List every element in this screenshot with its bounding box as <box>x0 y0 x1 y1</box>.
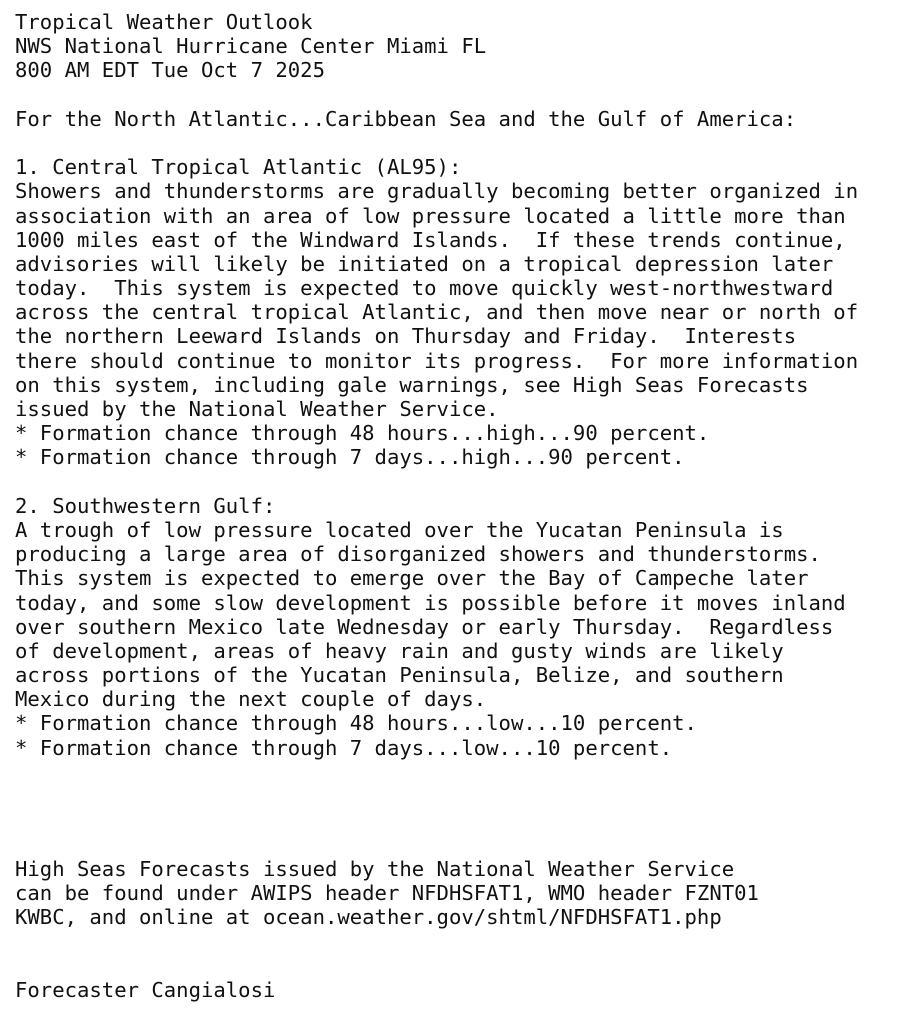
body-line: there should continue to monitor its progress. For more information <box>15 348 859 373</box>
body-line: of development, areas of heavy rain and gusty winds are likely <box>15 638 784 663</box>
body-line: over southern Mexico late Wednesday or early Thursday. Regardless <box>15 614 834 639</box>
body-line: issued by the National Weather Service. <box>15 397 499 421</box>
system-heading: 2. Southwestern Gulf: <box>15 493 276 518</box>
body-line: producing a large area of disorganized showers and thunderstorms. <box>15 542 821 567</box>
spacer <box>15 83 910 107</box>
high-seas-note <box>15 857 910 930</box>
body-line: across portions of the Yucatan Peninsula, Belize, and southern <box>15 663 784 688</box>
document-title: Tropical Weather Outlook <box>15 10 313 34</box>
body-line: A trough of low pressure located over the Yucatan Peninsula is <box>15 517 784 542</box>
high-seas-line: KWBC, and online at ocean.weather.gov/shtml/NFDHSFAT1.php <box>15 904 722 929</box>
body-line: 1000 miles east of the Windward Islands. If these trends continue, <box>15 227 846 252</box>
body-line: on this system, including gale warnings, see High Seas Forecasts <box>15 372 809 397</box>
system-2-section <box>15 494 910 760</box>
body-line: This system is expected to emerge over the Bay of Campeche later <box>15 566 809 591</box>
system-heading: 1. Central Tropical Atlantic (AL95): <box>15 155 462 180</box>
outlook-document <box>15 10 910 1002</box>
body-line: Showers and thunderstorms are gradually becoming better organized in <box>15 179 859 204</box>
spacer <box>15 131 910 155</box>
formation-chance-7d: * Formation chance through 7 days...low...10 percent. <box>15 735 673 760</box>
body-line: Mexico during the next couple of days. <box>15 687 487 712</box>
formation-chance-7d: * Formation chance through 7 days...high...90 percent. <box>15 445 685 470</box>
intro-line: For the North Atlantic...Caribbean Sea and the Gulf of America: <box>15 106 797 131</box>
body-line: today, and some slow development is possible before it moves inland <box>15 590 846 615</box>
body-line: advisories will likely be initiated on a tropical depression later <box>15 251 834 276</box>
body-line: today. This system is expected to move quickly west-northwestward <box>15 276 834 301</box>
high-seas-line: High Seas Forecasts issued by the National Weather Service <box>15 856 735 881</box>
forecaster-signature: Forecaster Cangialosi <box>15 977 276 1002</box>
formation-chance-48h: * Formation chance through 48 hours...high...90 percent. <box>15 421 710 446</box>
spacer <box>15 470 910 494</box>
spacer <box>15 760 910 857</box>
issuing-office: NWS National Hurricane Center Miami FL <box>15 34 487 59</box>
body-line: the northern Leeward Islands on Thursday and Friday. Interests <box>15 324 797 349</box>
high-seas-line: can be found under AWIPS header NFDHSFAT1, WMO header FZNT01 <box>15 880 759 905</box>
formation-chance-48h: * Formation chance through 48 hours...low...10 percent. <box>15 711 697 736</box>
system-1-section <box>15 155 910 469</box>
issue-time: 800 AM EDT Tue Oct 7 2025 <box>15 58 325 83</box>
spacer <box>15 929 910 977</box>
body-line: across the central tropical Atlantic, and then move near or north of <box>15 300 859 325</box>
body-line: association with an area of low pressure located a little more than <box>15 203 846 228</box>
